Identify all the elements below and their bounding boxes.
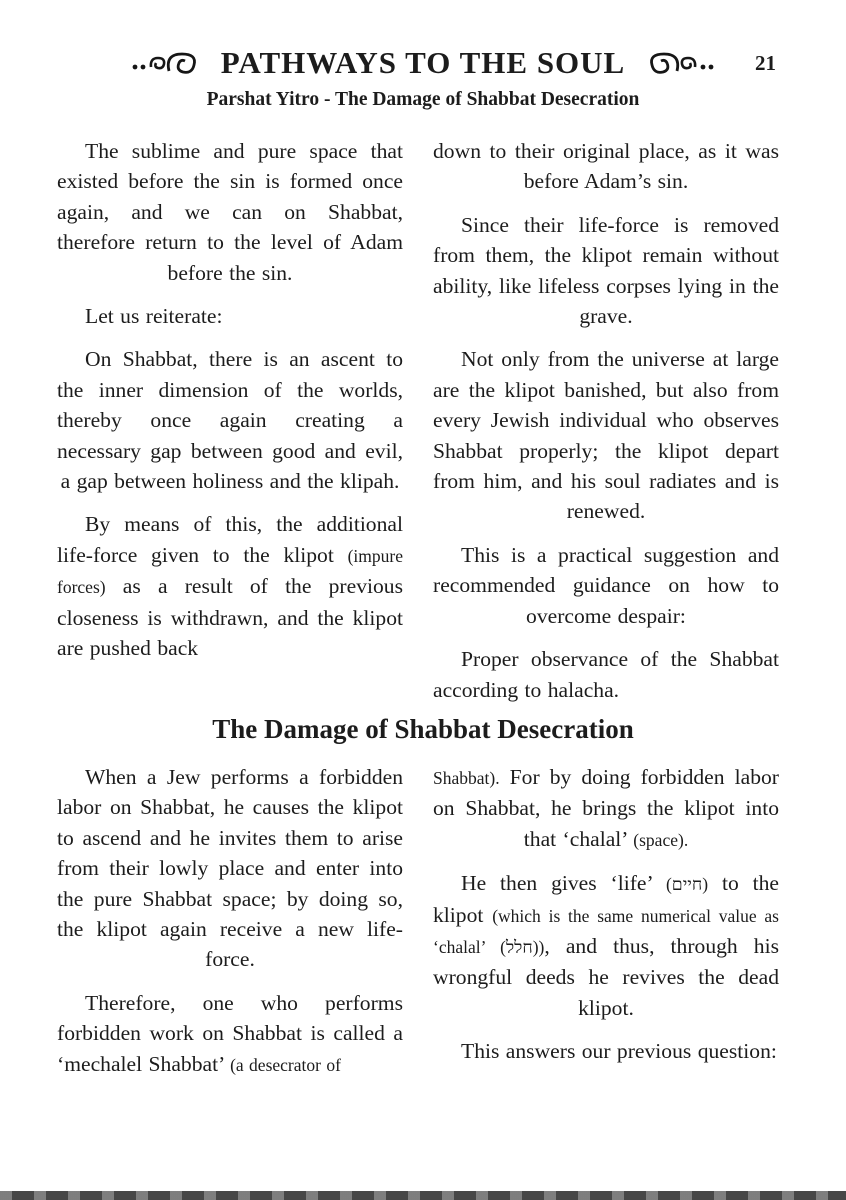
- body-text: Proper observance of the Shabbat according to halacha.: [433, 647, 779, 702]
- paragraph: [433, 1036, 779, 1066]
- gloss-text: (a desecrator of: [230, 1054, 341, 1075]
- body-text: , and thus, through his wrongful deeds he revives the dead klipot.: [433, 933, 779, 1020]
- paragraph: [57, 509, 403, 663]
- column-top-right: [433, 136, 779, 705]
- paragraph: [433, 644, 779, 705]
- paragraph: [57, 136, 403, 288]
- paragraph: [433, 210, 779, 332]
- paragraph: [57, 344, 403, 496]
- section-heading: The Damage of Shabbat Desecration: [212, 713, 634, 744]
- gloss-text: (חיים): [665, 874, 709, 895]
- column-bottom-right: [433, 762, 779, 1080]
- top-section: [0, 136, 846, 705]
- column-top-left: [57, 136, 403, 705]
- body-text: Not only from the universe at large are the klipot banished, but also from every Jewish individual who observes Shabbat properly; the klipot depart from him, and his soul radiates and is renewed.: [433, 347, 779, 524]
- title-row: [0, 42, 846, 84]
- page-bottom-scan-edge: [0, 1191, 846, 1200]
- body-text: This is a practical suggestion and recommended guidance on how to overcome despair:: [433, 542, 779, 628]
- page-header: [0, 0, 846, 111]
- body-text: He then gives ‘life’: [461, 871, 666, 896]
- paragraph: [57, 762, 403, 975]
- paragraph: [433, 344, 779, 526]
- book-title: PATHWAYS TO THE SOUL: [220, 45, 626, 80]
- column-bottom-left: [57, 762, 403, 1080]
- paragraph: [433, 868, 779, 1023]
- paragraph: [433, 762, 779, 855]
- paragraph: [57, 301, 403, 331]
- gloss-text: (space).: [633, 829, 689, 850]
- body-text: Let us reiterate:: [85, 304, 223, 329]
- body-text: to the klipot: [433, 871, 779, 927]
- gloss-text: (which is the same numerical value as ‘chalal’ (חלל)): [433, 905, 779, 957]
- page-subtitle: Parshat Yitro - The Damage of Shabbat Desecration: [206, 89, 640, 110]
- body-text: By means of this, the additional life-force given to the klipot: [57, 512, 403, 567]
- body-text: This answers our previous question:: [461, 1039, 777, 1064]
- body-text: Since their life-force is removed from them, the klipot remain without ability, like lifeless corpses lying in the grave.: [433, 212, 779, 329]
- body-text: The sublime and pure space that existed before the sin is formed once again, and we can on Shabbat, therefore return to the level of Adam before the sin.: [57, 139, 403, 285]
- bottom-section: [0, 762, 846, 1080]
- body-text: When a Jew performs a forbidden labor on Shabbat, he causes the klipot to ascend and he invites them to arise from their lowly place and enter into the pure Shabbat space; by doing so, the klipot again receive a new life-force.: [57, 764, 403, 972]
- body-text: For by doing forbidden labor on Shabbat, he brings the klipot into that ‘chalal’: [433, 764, 779, 851]
- body-text: as a result of the previous closeness is withdrawn, and the klipot are pushed back: [57, 574, 403, 661]
- gloss-text: Shabbat).: [433, 767, 500, 788]
- body-text: Therefore, one who performs forbidden work on Shabbat is called a ‘mechalel Shabbat’: [57, 990, 403, 1076]
- page-number: 21: [755, 51, 776, 75]
- paragraph: [57, 988, 403, 1080]
- body-text: down to their original place, as it was before Adam’s sin.: [433, 139, 779, 194]
- floral-flourish-icon: [131, 50, 209, 76]
- paragraph: [433, 136, 779, 197]
- gloss-text: (impure forces): [57, 545, 403, 598]
- floral-flourish-icon-mirrored: [637, 50, 715, 76]
- paragraph: [433, 540, 779, 631]
- body-text: On Shabbat, there is an ascent to the inner dimension of the worlds, thereby once again creating a necessary gap between good and evil, a gap between holiness and the klipah.: [57, 347, 403, 494]
